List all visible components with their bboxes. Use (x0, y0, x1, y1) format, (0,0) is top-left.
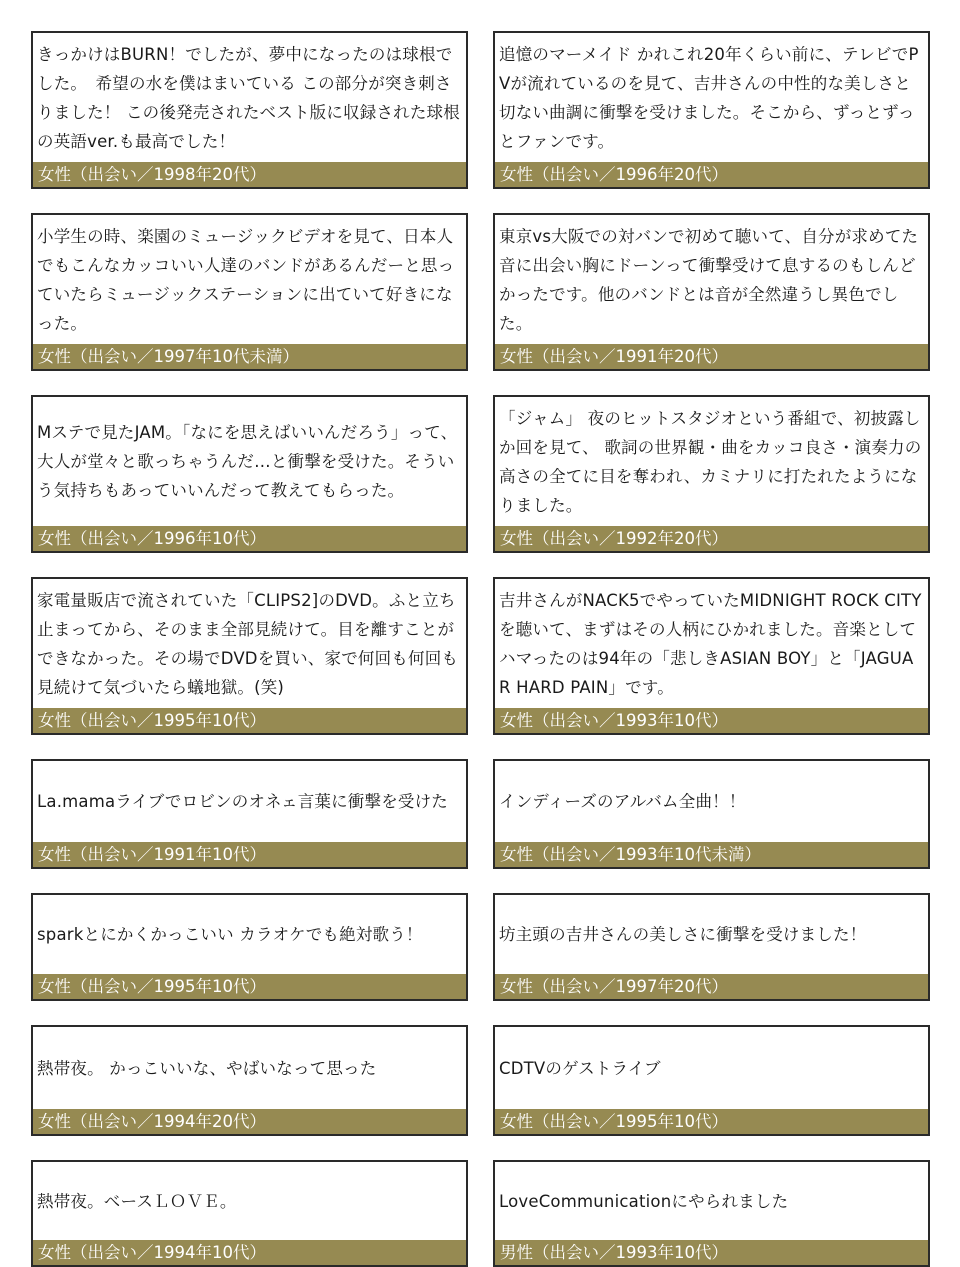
comment-author-meta: 女性（出会い／1996年10代） (33, 526, 466, 551)
comment-body (33, 33, 466, 162)
comment-author-meta: 女性（出会い／1993年10代） (495, 708, 928, 733)
comment-body (495, 579, 928, 708)
comment-text: きっかけはBURN！でしたが、夢中になったのは球根でした。 希望の水を僕はまいている この部分が突き刺さりました！ この後発売されたベスト版に収録された球根の英語ver.も最高でした！ (37, 44, 460, 151)
comment-author-meta: 女性（出会い／1995年10代） (33, 974, 466, 999)
comment-author-meta: 女性（出会い／1995年10代） (33, 708, 466, 733)
comment-author-meta: 女性（出会い／1992年20代） (495, 526, 928, 551)
comment-text: インディーズのアルバム全曲！！ (499, 792, 746, 811)
comment-author-meta: 女性（出会い／1994年20代） (33, 1109, 466, 1134)
comment-text: 熱帯夜。ベースＬＯＶＥ。 (37, 1191, 237, 1211)
comment-body (33, 895, 466, 974)
comment-card-8 (493, 577, 930, 735)
comment-body (495, 1027, 928, 1109)
comment-body (33, 397, 466, 526)
comment-body (495, 215, 928, 344)
comment-text: 東京vs大阪での対バンで初めて聴いて、自分が求めてた音に出会い胸にドーンって衝撃受けて息するのもしんどかったです。他のバンドとは音が全然違うし異色でした。 (499, 226, 919, 333)
comment-card-6 (493, 395, 930, 553)
comment-card-15 (31, 1160, 468, 1267)
comment-text: 「ジャム」 夜のヒットスタジオという番組で、初披露しか回を見て、 歌詞の世界観・曲をカッコ良さ・演奏力の高さの全てに目を奪われ、カミナリに打たれたようになりました。 (499, 408, 922, 515)
comment-body (33, 1027, 466, 1109)
comment-grid (31, 31, 930, 1267)
comment-text: La.mamaライブでロビンのオネェ言葉に衝撃を受けた (37, 792, 448, 811)
comment-card-2 (493, 31, 930, 189)
comment-text: 熱帯夜。 かっこいいな、やばいなって思った (37, 1058, 377, 1078)
comment-author-meta: 女性（出会い／1997年20代） (495, 974, 928, 999)
comment-body (495, 33, 928, 162)
comment-card-13 (31, 1025, 468, 1136)
comment-card-7 (31, 577, 468, 735)
comment-body (33, 579, 466, 708)
comment-card-10 (493, 759, 930, 869)
comment-body (33, 1162, 466, 1240)
comment-author-meta: 男性（出会い／1993年10代） (495, 1240, 928, 1265)
comment-body (495, 1162, 928, 1240)
comment-text: 追憶のマーメイド かれこれ20年くらい前に、テレビでPVが流れているのを見て、吉井さんの中性的な美しさと切ない曲調に衝撃を受けました。そこから、ずっとずっとファンです。 (499, 44, 919, 151)
comment-card-9 (31, 759, 468, 869)
comment-text: sparkとにかくかっこいい カラオケでも絶対歌う！ (37, 925, 423, 944)
comment-body (33, 761, 466, 842)
comment-body (495, 397, 928, 526)
comment-author-meta: 女性（出会い／1997年10代未満） (33, 344, 466, 369)
comment-author-meta: 女性（出会い／1998年20代） (33, 162, 466, 187)
comment-author-meta: 女性（出会い／1991年20代） (495, 344, 928, 369)
comment-text: 坊主頭の吉井さんの美しさに衝撃を受けました！ (499, 925, 867, 944)
comment-body (495, 761, 928, 842)
comment-text: 家電量販店で流されていた「CLIPS2]のDVD。ふと立ち止まってから、そのまま全部見続けて。目を離すことができなかった。その場でDVDを買い、家で何回も何回も見続けて気づいたら蟻地獄。(笑) (37, 590, 459, 697)
comment-card-5 (31, 395, 468, 553)
comment-author-meta: 女性（出会い／1991年10代） (33, 842, 466, 867)
comment-author-meta: 女性（出会い／1996年20代） (495, 162, 928, 187)
comment-author-meta: 女性（出会い／1995年10代） (495, 1109, 928, 1134)
comment-card-1 (31, 31, 468, 189)
comment-body (495, 895, 928, 974)
comment-text: LoveCommunicationにやられました (499, 1191, 789, 1211)
comment-card-12 (493, 893, 930, 1001)
comment-author-meta: 女性（出会い／1993年10代未満） (495, 842, 928, 867)
comment-text: 吉井さんがNACK5でやっていたMIDNIGHT ROCK CITYを聴いて、まずはその人柄にひかれました。音楽としてハマったのは94年の「悲しきASIAN BOY」と「JAGUAR HARD PAIN」です。 (499, 590, 922, 697)
comment-card-4 (493, 213, 930, 371)
comment-card-11 (31, 893, 468, 1001)
comment-body (33, 215, 466, 344)
comment-card-3 (31, 213, 468, 371)
comment-card-14 (493, 1025, 930, 1136)
comment-text: Mステで見たJAM。「なにを思えばいいんだろう」って、大人が堂々と歌っちゃうんだ…と衝撃を受けた。そういう気持ちもあっていいんだって教えてもらった。 (37, 423, 458, 500)
comment-card-16 (493, 1160, 930, 1267)
comment-text: CDTVのゲストライブ (499, 1058, 661, 1078)
comment-author-meta: 女性（出会い／1994年10代） (33, 1240, 466, 1265)
comment-text: 小学生の時、楽園のミュージックビデオを見て、日本人でもこんなカッコいい人達のバンドがあるんだーと思っていたらミュージックステーションに出ていて好きになった。 (37, 226, 455, 333)
